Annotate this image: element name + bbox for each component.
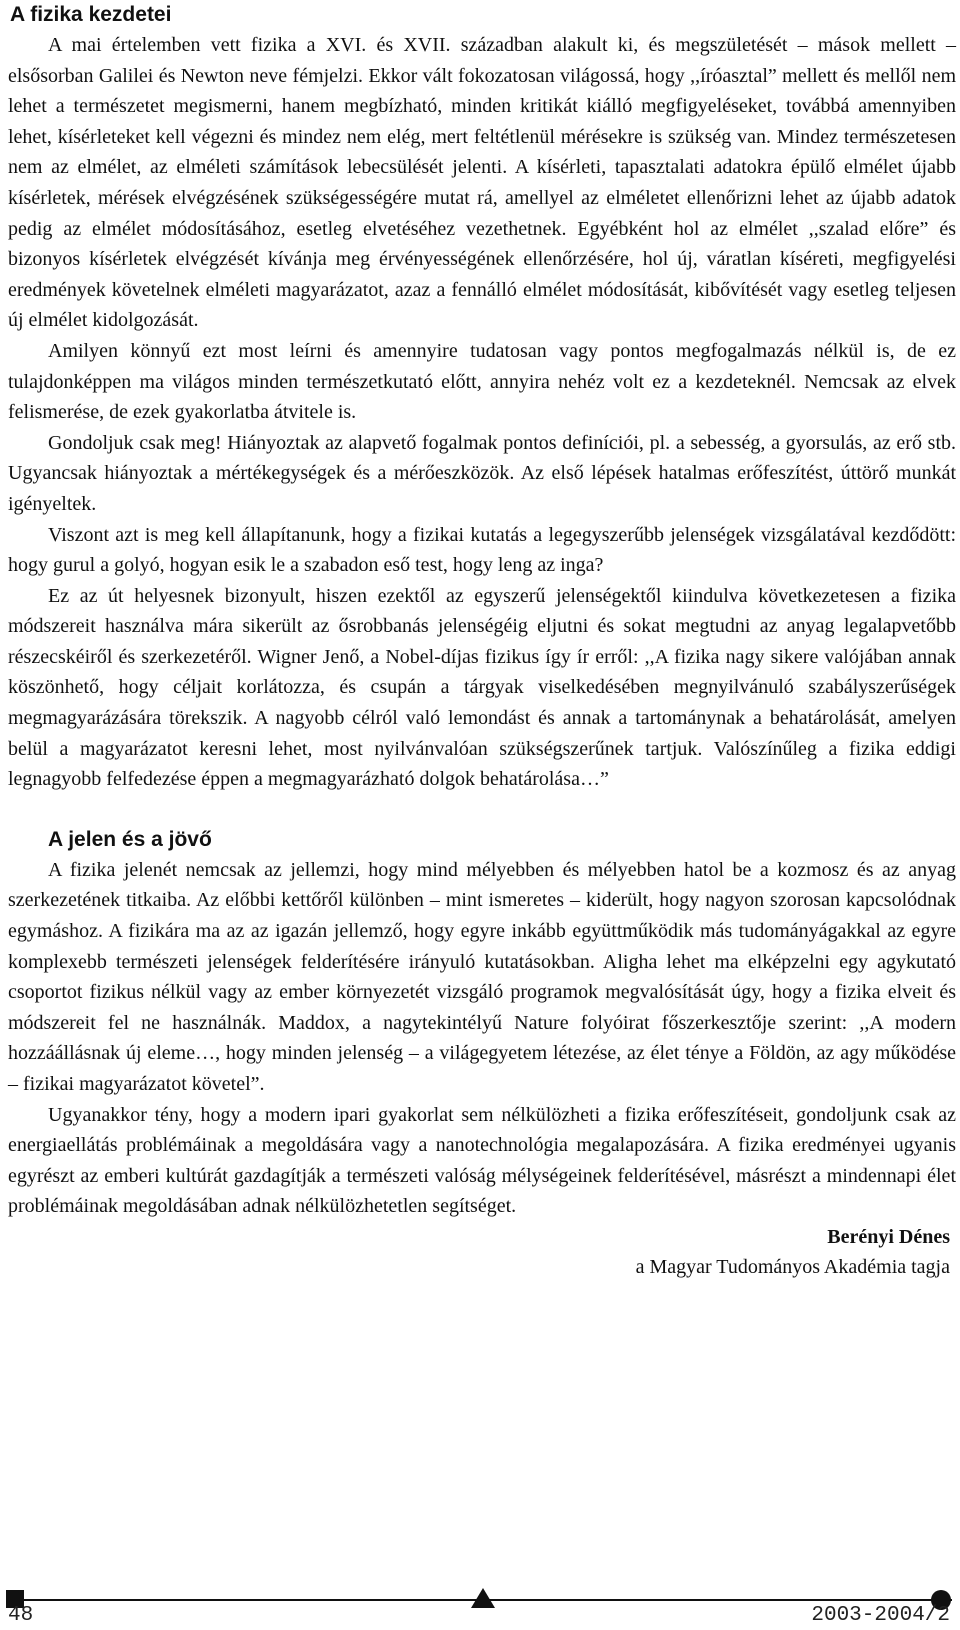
author-affiliation: a Magyar Tudományos Akadémia tagja [635,1255,950,1278]
paragraph: Viszont azt is meg kell állapítanunk, hogy a fizikai kutatás a legegyszerűbb jelenségek vizsgálatával kezdődött: hogy gurul a golyó, hogyan esik le a szabadon eső test, hogy leng az inga? [8,523,956,577]
triangle-marker-icon [471,1588,495,1608]
page-number: 48 [8,1604,34,1627]
paragraph: A fizika jelenét nemcsak az jellemzi, hogy mind mélyebben és mélyebben hatol be a kozmosz és az anyag szerkezetének titkaiba. Az előbbi kettőről különben – mint ismeretes – kiderült, hogy nagyon szorosan kapcsolódnak egymáshoz. A fizikára ma az az igazán jellemző, hogy egyre inkább együttműködik más tudományágakkal az egyre komplexebb természeti jelenségek felderítésére irányuló kutatásokban. Aligha lehet ma elképzelni egy agykutató csoportot fizikus nélkül vagy az ember környezetét vizsgáló programok megvalósítását úgy, hogy a fizika elveit és módszereit fel ne használnák. Maddox, a nagytekintélyű Nature folyóirat főszerkesztője szerint: ,,A modern hozzáállásnak új eleme…, hogy minden jelenség – a világegyetem létezése, az élet ténye a Földön, az agy működése – fizikai magyarázatot követel”. [8,858,956,1095]
section-title: A fizika kezdetei [10,3,172,26]
paragraph: Ugyanakkor tény, hogy a modern ipari gyakorlat sem nélkülözheti a fizika erőfeszítéseit, gondoljunk csak az energiaellátás problémáinak a megoldására vagy a nanotechnológia megalapozására. A fizika eredményei ugyanis egyrészt az emberi kultúrát gazdagítják a természeti valóság mélységeinek felderítésével, másrészt a mindennapi élet problémáinak megoldásában adnak nélkülözhetetlen segítséget. [8,1103,956,1218]
paragraph: A mai értelemben vett fizika a XVI. és XVII. században alakult ki, és megszületését – mások mellett – elsősorban Galilei és Newton neve fémjelzi. Ekkor vált fokozatosan világossá, hogy ,,íróasztal” mellett és mellől nem lehet a természetet megismerni, hanem megbízható, minden kritikát kiálló megfigyeléseket, továbbá amennyiben lehet, kísérleteket kell végezni és mindez nem elég, mert feltétlenül mérésekre is szükség van. Mindez természetesen nem az elmélet, az elméleti számítások lebecsülését jelenti. A kísérleti, tapasztalati adatokra épülő elmélet újabb kísérletek, mérések elvégzésének szükségességére mutat rá, amellyel az elméletet ellenőrizni lehet az újabb adatok pedig az elmélet módosításához, esetleg elvetéséhez vezethetnek. Egyébként hol az elmélet ,,szalad előre” és bizonyos kísérletek elvégzését kívánja meg érvényességének ellenőrzésére, hol új, váratlan kíséreti, megfigyelési eredmények követelnek elméleti magyarázatot, azaz a fennálló elmélet módosítását, kibővítését vagy esetleg teljesen új elmélet kidolgozását. [8,34,956,332]
section-title: A jelen és a jövő [48,827,212,851]
issue-number: 2003-2004/2 [811,1604,950,1627]
paragraph: Amilyen könnyű ezt most leírni és amennyire tudatosan vagy pontos megfogalmazás nélkül is, de ez tulajdonképpen ma világos minden természetkutató előtt, annyira nehéz volt ez a kezdeteknél. Nemcsak az elvek felismerése, de ezek gyakorlatba átvitele is. [8,339,956,424]
article [8,0,956,1282]
paragraph: Ez az út helyesnek bizonyult, hiszen ezektől az egyszerű jelenségektől kiindulva következetesen a fizika módszereit használva mára sikerült az ősrobbanás jelenségéig eljutni és sokat megtudni az anyag legalapvetőbb részecskéiről és szerkezetéről. Wigner Jenő, a Nobel-díjas fizikus így ír erről: ,,A fizika nagy sikere valójában annak köszönhető, hogy céljait korlátozza, és csupán a tárgyak viselkedésében megnyilvánuló szabályszerűségek megmagyarázására törekszik. A nagyobb célról való lemondást és annak a tartománynak a behatárolását, amelyen belül a magyarázatot keresni lehet, most nyilvánvalóan szükségszerűnek tartjuk. Valószínűleg a fizika eddigi legnagyobb felfedezése éppen a megmagyarázható dolgok behatárolása…” [8,584,956,791]
author-name: Berényi Dénes [827,1225,950,1248]
paragraph: Gondoljuk csak meg! Hiányoztak az alapvető fogalmak pontos definíciói, pl. a sebesség, a gyorsulás, az erő stb. Ugyancsak hiányoztak a mértékegységek és a mérőeszközök. Az első lépések hatalmas erőfeszítést, úttörő munkát igényeltek. [8,431,956,515]
